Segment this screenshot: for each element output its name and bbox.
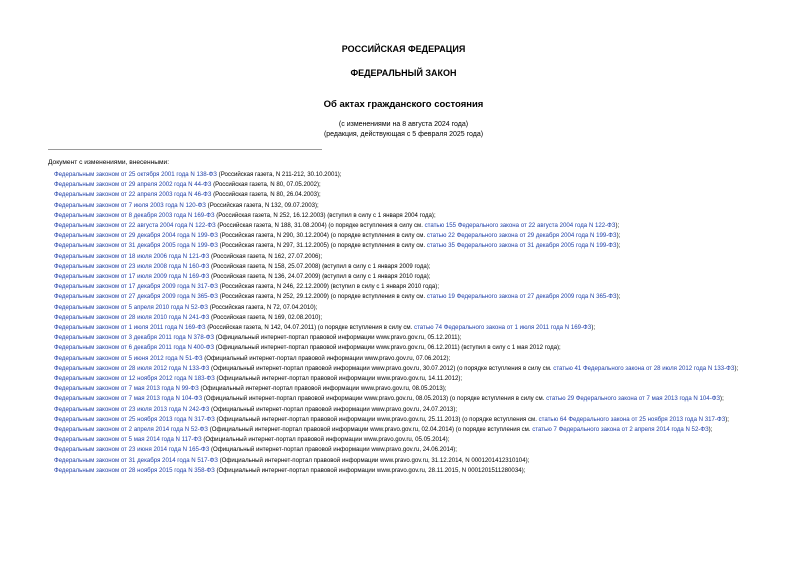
publication-info: (Официальный интернет-портал правовой информации www.pravo.gov.ru, 06.12.2011) (вступил в силу с 1 мая 2012 года); [214,344,561,352]
amendment-item [40,292,768,302]
amending-law-link[interactable]: Федеральным законом от 31 декабря 2014 года N 517-ФЗ [54,456,218,464]
amending-law-link[interactable]: Федеральным законом от 22 апреля 2003 года N 46-ФЗ [54,191,212,199]
publication-info: (Российская газета, N 162, 27.07.2006); [209,252,323,260]
amendment-item [40,445,768,455]
effective-date-article-link[interactable]: статью 7 Федерального закона от 2 апреля 2014 года N 52-ФЗ [532,426,709,434]
publication-info: (Официальный интернет-портал правовой информации www.pravo.gov.ru, 31.12.2014, N 0001201412310104); [217,456,530,464]
amendment-item [40,394,768,404]
publication-info: (Российская газета, N 169, 02.08.2010); [209,313,323,321]
amendment-item [40,241,768,251]
amendment-item [40,252,768,262]
amendment-item [40,282,768,292]
amending-law-link[interactable]: Федеральным законом от 5 июня 2012 года N 51-ФЗ [54,354,203,362]
publication-info: (Российская газета, N 252, 29.12.2009) (о порядке вступления в силу см. [217,293,427,301]
closing-punctuation: ); [734,364,739,372]
publication-info: (Российская газета, N 136, 24.07.2009) (вступил в силу с 1 января 2010 года); [209,273,431,281]
closing-punctuation: ); [708,426,713,434]
publication-info: (Российская газета, N 297, 31.12.2005) (о порядке вступления в силу см. [217,242,427,250]
amendment-item [40,415,768,425]
publication-info: (Официальный интернет-портал правовой информации www.pravo.gov.ru, 24.07.2013); [209,405,458,413]
publication-info: (Российская газета, N 290, 30.12.2004) (о порядке вступления в силу см. [217,232,427,240]
amending-law-link[interactable]: Федеральным законом от 25 ноября 2013 года N 317-ФЗ [54,415,215,423]
amending-law-link[interactable]: Федеральным законом от 17 июля 2009 года N 169-ФЗ [54,273,210,281]
publication-info: (Официальный интернет-портал правовой информации www.pravo.gov.ru, 02.04.2014) (о порядке вступления см. [208,426,533,434]
amending-law-link[interactable]: Федеральным законом от 28 июля 2010 года N 241-ФЗ [54,313,210,321]
amendment-item [40,201,768,211]
effective-date-article-link[interactable]: статью 155 Федерального закона от 22 августа 2004 года N 122-ФЗ [424,222,616,230]
amendment-item [40,333,768,343]
amendment-item [40,425,768,435]
amendment-item [40,374,768,384]
amending-law-link[interactable]: Федеральным законом от 7 июля 2003 года N 120-ФЗ [54,201,206,209]
publication-info: (Российская газета, N 80, 07.05.2002); [211,181,321,189]
country-heading: РОССИЙСКАЯ ФЕДЕРАЦИЯ [341,44,466,54]
amendments-intro: Документ с изменениями, внесенными: [48,159,170,166]
amending-law-link[interactable]: Федеральным законом от 12 ноября 2012 года N 183-ФЗ [54,375,215,383]
closing-punctuation: ); [725,415,729,423]
effective-date-article-link[interactable]: статью 35 Федерального закона от 31 декабря 2005 года N 199-ФЗ [426,242,617,250]
amendment-item [40,323,768,333]
publication-info: (Российская газета, N 142, 04.07.2011) (о порядке вступления в силу см. [205,324,415,332]
amending-law-link[interactable]: Федеральным законом от 28 ноября 2015 года N 358-ФЗ [54,466,215,474]
amendment-item [40,313,768,323]
amendment-item [40,303,768,313]
amendment-item [40,466,768,476]
publication-info: (Российская газета, N 211-212, 30.10.2001); [216,171,342,178]
separator-line [48,149,322,150]
publication-info: (Российская газета, N 80, 26.04.2003); [211,191,321,199]
closing-punctuation: ); [591,324,596,332]
amending-law-link[interactable]: Федеральным законом от 6 декабря 2011 года N 400-ФЗ [54,344,215,352]
amending-law-link[interactable]: Федеральным законом от 25 октября 2001 года N 138-ФЗ [54,171,217,178]
amendment-item [40,435,768,445]
effective-date-article-link[interactable]: статью 22 Федерального закона от 29 декабря 2004 года N 199-ФЗ [426,232,617,240]
amending-law-link[interactable]: Федеральным законом от 7 мая 2013 года N 99-ФЗ [54,385,199,393]
document-title: Об актах гражданского состояния [323,99,484,110]
amending-law-link[interactable]: Федеральным законом от 17 декабря 2009 года N 317-ФЗ [54,283,218,291]
amending-law-link[interactable]: Федеральным законом от 29 апреля 2002 года N 44-ФЗ [54,181,212,189]
amending-law-link[interactable]: Федеральным законом от 27 декабря 2009 года N 365-ФЗ [54,293,218,301]
amending-law-link[interactable]: Федеральным законом от 8 декабря 2003 года N 169-ФЗ [54,211,215,219]
amendments-list [40,170,768,476]
amending-law-link[interactable]: Федеральным законом от 18 июля 2006 года N 121-ФЗ [54,252,210,260]
publication-info: (Официальный интернет-портал правовой информации www.pravo.gov.ru, 05.12.2011); [214,334,462,342]
amending-law-link[interactable]: Федеральным законом от 5 мая 2014 года N 117-ФЗ [54,436,202,444]
amendment-item [40,354,768,364]
amending-law-link[interactable]: Федеральным законом от 23 июля 2008 года N 160-ФЗ [54,262,210,270]
publication-info: (Российская газета, N 188, 31.08.2004) (о порядке вступления в силу см. [215,222,425,230]
amendment-item [40,272,768,282]
amendment-item [40,170,768,180]
effective-date-article-link[interactable]: статью 64 Федерального закона от 25 ноября 2013 года N 317-ФЗ [538,415,726,423]
amendment-item [40,364,768,374]
amendment-item [40,262,768,272]
amending-law-link[interactable]: Федеральным законом от 22 августа 2004 года N 122-ФЗ [54,222,216,230]
publication-info: (Официальный интернет-портал правовой информации www.pravo.gov.ru, 07.06.2012); [202,354,451,362]
amendment-item [40,456,768,466]
effective-date-article-link[interactable]: статью 19 Федерального закона от 27 декабря 2009 года N 365-ФЗ [426,293,617,301]
changes-note: (с изменениями на 8 августа 2024 года) [338,121,469,128]
amending-law-link[interactable]: Федеральным законом от 7 мая 2013 года N 104-ФЗ [54,395,203,403]
amending-law-link[interactable]: Федеральным законом от 23 июня 2014 года N 165-ФЗ [54,446,210,454]
amending-law-link[interactable]: Федеральным законом от 3 декабря 2011 года N 378-ФЗ [54,334,215,342]
edition-note: (редакция, действующая с 5 февраля 2025 года) [323,131,484,138]
closing-punctuation: ); [616,242,621,250]
publication-info: (Официальный интернет-портал правовой информации www.pravo.gov.ru, 24.06.2014); [209,446,457,454]
effective-date-article-link[interactable]: статью 29 Федерального закона от 7 мая 2013 года N 104-ФЗ [546,395,721,403]
amending-law-link[interactable]: Федеральным законом от 5 апреля 2010 года N 52-ФЗ [54,303,208,311]
amendment-item [40,190,768,200]
document-kind-heading: ФЕДЕРАЛЬНЫЙ ЗАКОН [350,68,457,78]
publication-info: (Официальный интернет-портал правовой информации www.pravo.gov.ru, 25.11.2013) (о порядке вступления см. [214,415,539,423]
publication-info: (Официальный интернет-портал правовой информации www.pravo.gov.ru, 30.07.2012) (о порядке вступления в силу см. [209,364,554,372]
publication-info: (Официальный интернет-портал правовой информации www.pravo.gov.ru, 08.05.2013) (о порядке вступления в силу см. [202,395,547,403]
publication-info: (Российская газета, N 132, 09.07.2003); [205,201,319,209]
publication-info: (Российская газета, N 246, 22.12.2009) (вступил в силу с 1 января 2010 года); [217,283,440,291]
effective-date-article-link[interactable]: статью 74 Федерального закона от 1 июля 2011 года N 169-ФЗ [414,324,592,332]
closing-punctuation: ); [616,293,621,301]
publication-info: (Российская газета, N 72, 07.04.2010); [208,303,318,311]
publication-info: (Российская газета, N 252, 16.12.2003) (вступил в силу с 1 января 2004 года); [214,211,436,219]
amending-law-link[interactable]: Федеральным законом от 23 июля 2013 года N 242-ФЗ [54,405,210,413]
amending-law-link[interactable]: Федеральным законом от 28 июля 2012 года N 133-ФЗ [54,364,210,372]
publication-info: (Официальный интернет-портал правовой информации www.pravo.gov.ru, 08.05.2013); [198,385,447,393]
amending-law-link[interactable]: Федеральным законом от 31 декабря 2005 года N 199-ФЗ [54,242,218,250]
amendment-item [40,221,768,231]
closing-punctuation: ); [615,222,620,230]
publication-info: (Официальный интернет-портал правовой информации www.pravo.gov.ru, 28.11.2015, N 0001201511280034); [214,466,526,474]
effective-date-article-link[interactable]: статью 41 Федерального закона от 28 июля 2012 года N 133-ФЗ [553,364,735,372]
amendment-item [40,405,768,415]
amendment-item [40,343,768,353]
closing-punctuation: ); [616,232,621,240]
amendment-item [40,211,768,221]
amending-law-link[interactable]: Федеральным законом от 1 июля 2011 года N 169-ФЗ [54,324,206,332]
amending-law-link[interactable]: Федеральным законом от 29 декабря 2004 года N 199-ФЗ [54,232,218,240]
amending-law-link[interactable]: Федеральным законом от 2 апреля 2014 года N 52-ФЗ [54,426,208,434]
publication-info: (Российская газета, N 158, 25.07.2008) (вступил в силу с 1 января 2009 года); [209,262,431,270]
amendment-item [40,231,768,241]
publication-info: (Официальный интернет-портал правовой информации www.pravo.gov.ru, 14.11.2012); [214,375,463,383]
amendment-item [40,384,768,394]
publication-info: (Официальный интернет-портал правовой информации www.pravo.gov.ru, 05.05.2014); [201,436,450,444]
amendment-item [40,180,768,190]
closing-punctuation: ); [720,395,724,403]
